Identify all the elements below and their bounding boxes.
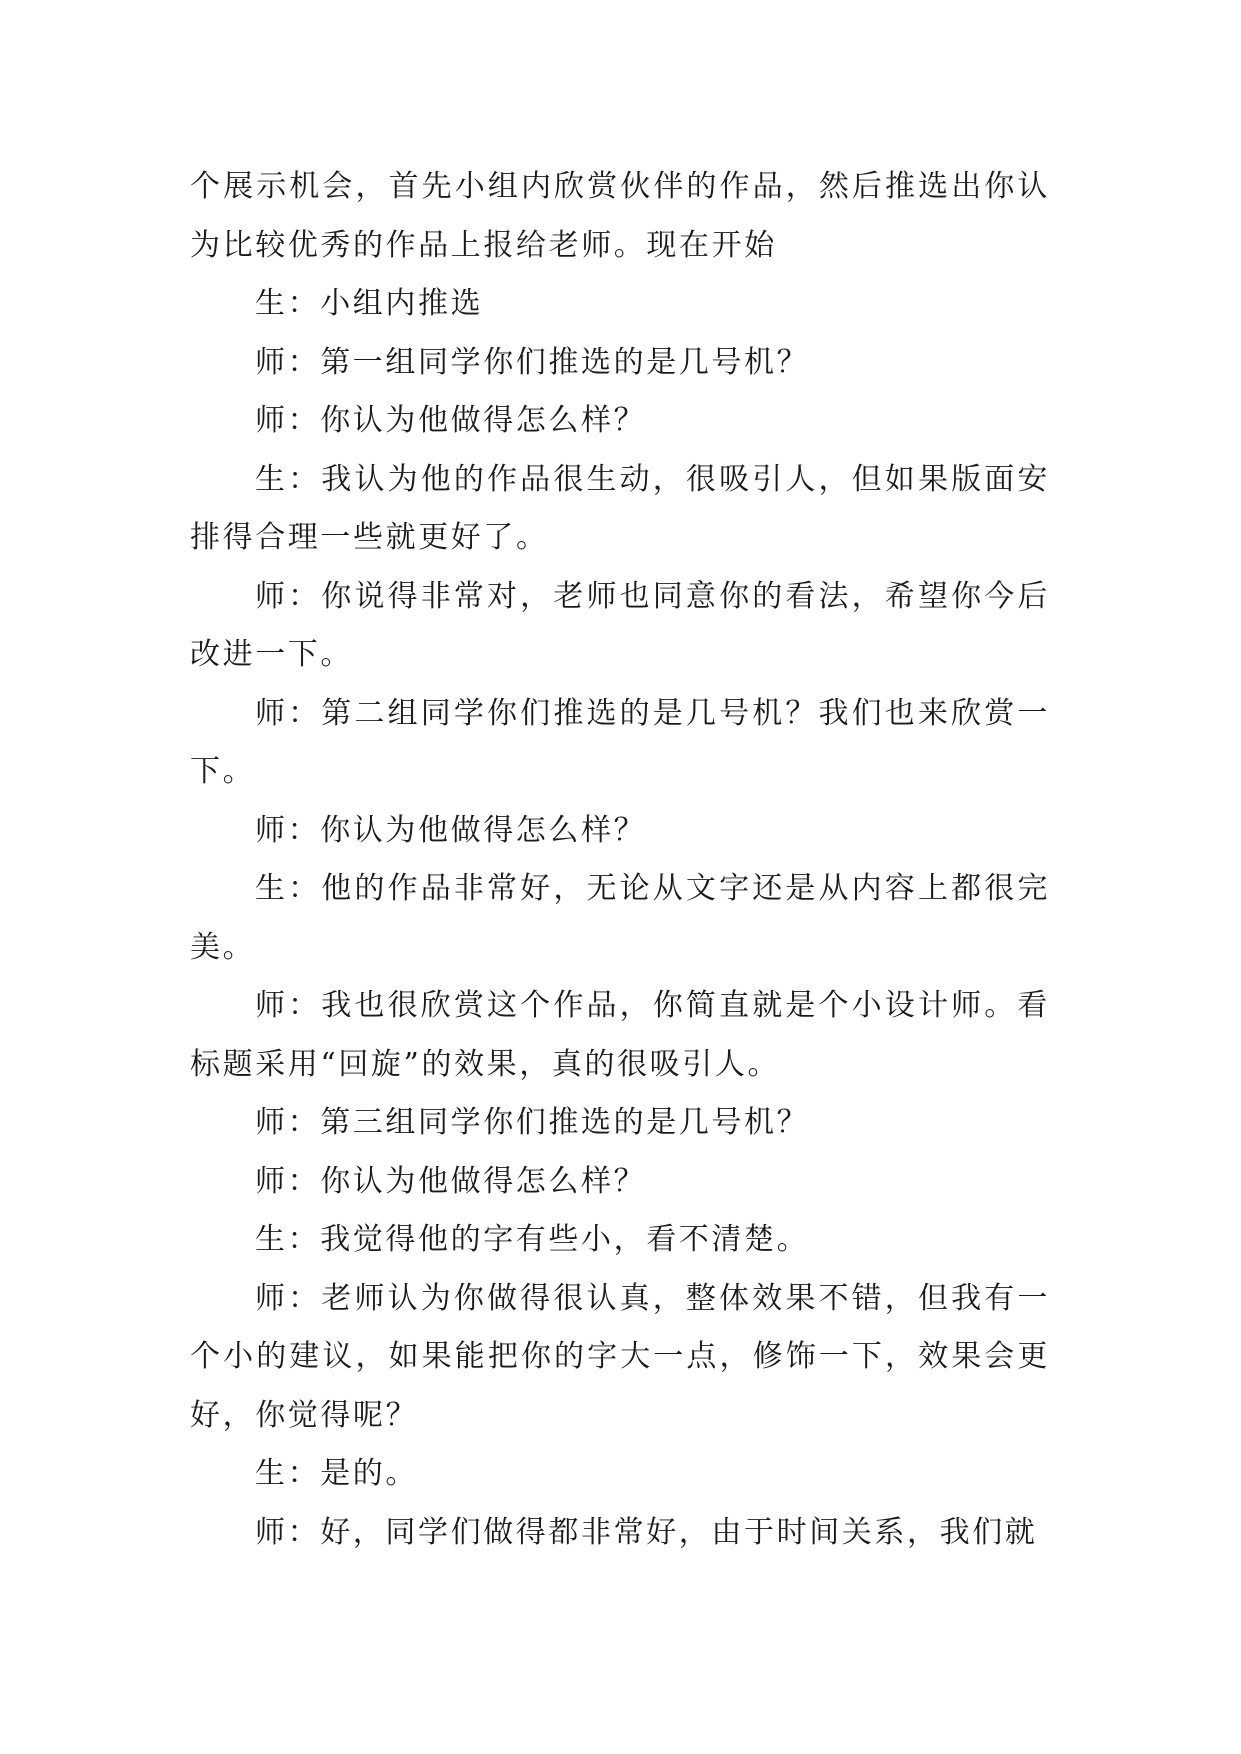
paragraph: 师：我也很欣赏这个作品，你简直就是个小设计师。看标题采用“回旋”的效果，真的很吸引人。 — [190, 988, 1050, 1082]
paragraph: 师：第三组同学你们推选的是几号机？ — [255, 1105, 810, 1140]
paragraph: 师：第一组同学你们推选的是几号机？ — [255, 344, 810, 380]
paragraph: 生：我觉得他的字有些小，看不清楚。 — [255, 1222, 810, 1257]
paragraph: 个展示机会，首先小组内欣赏伙伴的作品，然后推选出你认为比较优秀的作品上报给老师。现在开始 — [190, 169, 1050, 263]
paragraph: 师：你认为他做得怎么样？ — [255, 812, 647, 848]
document-body — [190, 158, 1050, 1562]
paragraph: 师：老师认为你做得很认真，整体效果不错，但我有一个小的建议，如果能把你的字大一点，修饰一下，效果会更好，你觉得呢？ — [190, 1280, 1050, 1433]
paragraph: 师：你说得非常对，老师也同意你的看法，希望你今后改进一下。 — [190, 578, 1050, 672]
paragraph: 生：是的。 — [255, 1456, 418, 1491]
paragraph: 生：他的作品非常好，无论从文字还是从内容上都很完美。 — [190, 871, 1050, 965]
paragraph: 师：第二组同学你们推选的是几号机？我们也来欣赏一下。 — [190, 695, 1050, 789]
paragraph: 生：我认为他的作品很生动，很吸引人，但如果版面安排得合理一些就更好了。 — [190, 461, 1050, 555]
paragraph: 师：你认为他做得怎么样？ — [255, 1163, 647, 1199]
paragraph: 师：你认为他做得怎么样？ — [255, 403, 647, 438]
paragraph: 师：好，同学们做得都非常好，由于时间关系，我们就 — [255, 1514, 1038, 1550]
paragraph: 生：小组内推选 — [255, 286, 484, 321]
